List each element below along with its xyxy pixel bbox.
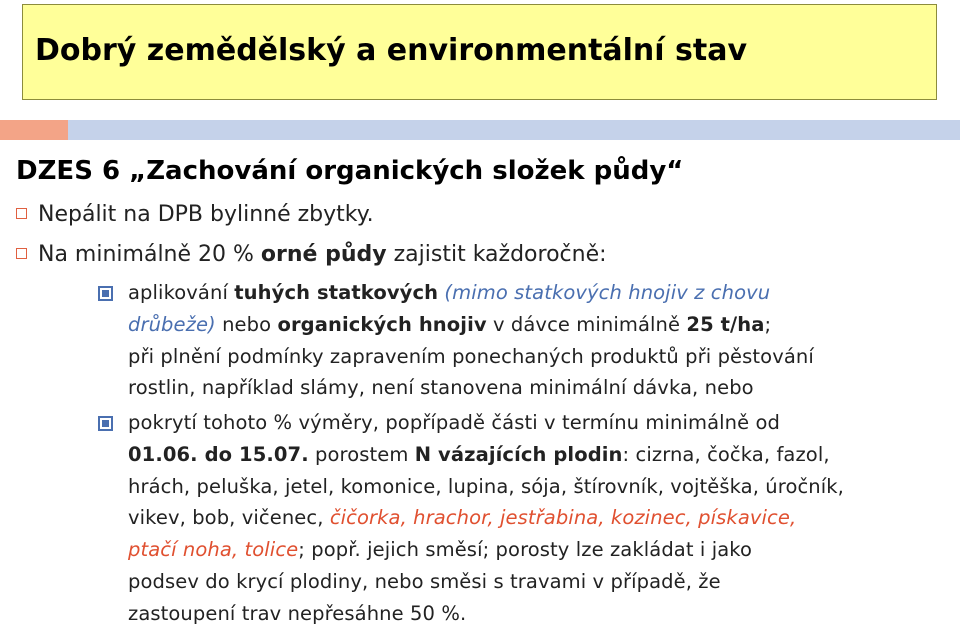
bullet-item-2-text: Na minimálně 20 % orné půdy zajistit každoročně: [38,242,607,267]
bar-orange-segment [0,120,68,140]
page-title: Dobrý zemědělský a environmentální stav [35,33,748,68]
square-bullet-icon [98,286,113,301]
decorative-bar [0,120,960,140]
bar-blue-segment [68,120,960,140]
square-bullet-icon [98,416,113,431]
title-box [22,4,937,100]
square-bullet-icon [16,208,27,219]
section-heading: DZES 6 „Zachování organických složek půdy“ [16,156,684,186]
sub-bullet-1-text: aplikování tuhých statkových (mimo statkových hnojiv z chovu drůbeže) nebo organických hnojiv v dávce minimálně 25 t/ha; při plnění podmínky zapravením ponechaných produktů při pěstování rostlin, například slámy, není stanovena minimální dávka, nebo [128,281,814,400]
bullet-item-1-text: Nepálit na DPB bylinné zbytky. [38,202,374,227]
square-bullet-icon [16,248,27,259]
sub-bullet-2-text: pokrytí tohoto % výměry, popřípadě části v termínu minimálně od 01.06. do 15.07. porostem N vázajících plodin: cizrna, čočka, fazol, hrách, peluška, jetel, komonice, lupina, sója, štírovník, vojtěška, úročník, vikev, bob, vičenec, čičorka, hrachor, jestřabina, kozinec, pískavice, ptačí noha, tolice; popř. jejich směsí; porosty lze zakládat i jako podsev do krycí plodiny, nebo směsi s travami v případě, že zastoupení trav nepřesáhne 50 %. [128,411,844,625]
